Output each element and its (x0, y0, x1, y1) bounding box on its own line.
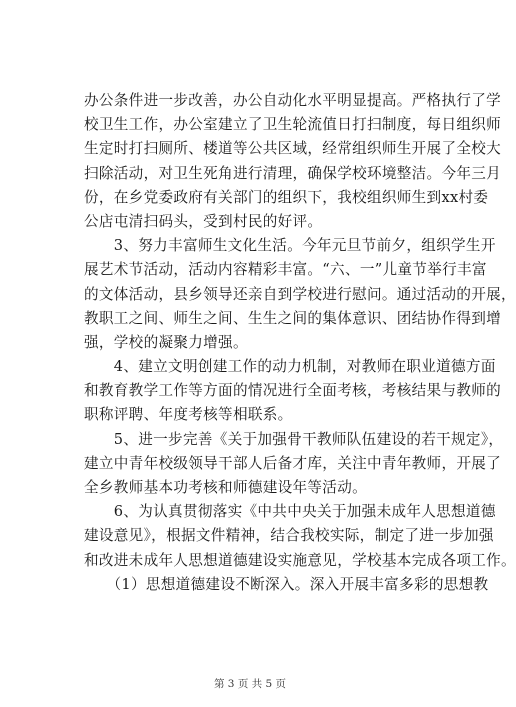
text-line: 展艺术节活动，活动内容精彩丰富。“六、一”儿童节举行丰富 (84, 261, 487, 279)
text-line: 校卫生工作，办公室建立了卫生轮流值日打扫制度，每日组织师 (84, 116, 502, 134)
text-line: （1）思想道德建设不断深入。深入开展丰富多彩的思想教 (84, 575, 489, 593)
text-line: 建设意见》，根据文件精神，结合我校实际，制定了进一步加强 (84, 527, 494, 545)
text-line: 6、为认真贯彻落实《中共中央关于加强未成年人思想道德 (84, 503, 496, 521)
text-line: 办公条件进一步改善，办公自动化水平明显提高。严格执行了学 (84, 92, 502, 109)
text-line: 4、建立文明创建工作的动力机制，对教师在职业道德方面 (84, 358, 496, 376)
page-number-footer: 第 3 页 共 5 页 (213, 678, 287, 690)
text-line: 和教育教学工作等方面的情况进行全面考核，考核结果与教师的 (84, 382, 502, 400)
text-line: 扫除活动，对卫生死角进行清理，确保学校环境整洁。今年三月 (84, 164, 502, 182)
text-line: 份，在乡党委政府有关部门的组织下，我校组织师生到xx村委 (84, 188, 489, 206)
text-line: 公店屯清扫码头，受到村民的好评。 (84, 212, 323, 230)
document-body (84, 89, 516, 597)
text-line: 5、进一步完善《关于加强骨干教师队伍建设的若干规定》， (84, 430, 504, 448)
text-line: 全乡教师基本功考核和师德建设年等活动。 (84, 479, 367, 496)
text-line: 建立中青年校级领导干部人后备才库，关注中青年教师，开展了 (84, 454, 502, 472)
text-line: 的文体活动，县乡领导还亲自到学校进行慰问。通过活动的开展， (84, 285, 516, 303)
text-line: 生定时打扫厕所、楼道等公共区域，经常组织师生开展了全校大 (84, 140, 502, 158)
text-line: 3、努力丰富师生文化生活。今年元旦节前夕，组织学生开 (84, 237, 496, 255)
text-line: 教职工之间、师生之间、生生之间的集体意识、团结协作得到增 (84, 309, 502, 327)
text-line: 强，学校的凝聚力增强。 (84, 333, 248, 351)
text-line: 职称评聘、年度考核等相联系。 (84, 406, 293, 424)
text-line: 和改进未成年人思想道德建设实施意见，学校基本完成各项工作。 (84, 551, 516, 569)
